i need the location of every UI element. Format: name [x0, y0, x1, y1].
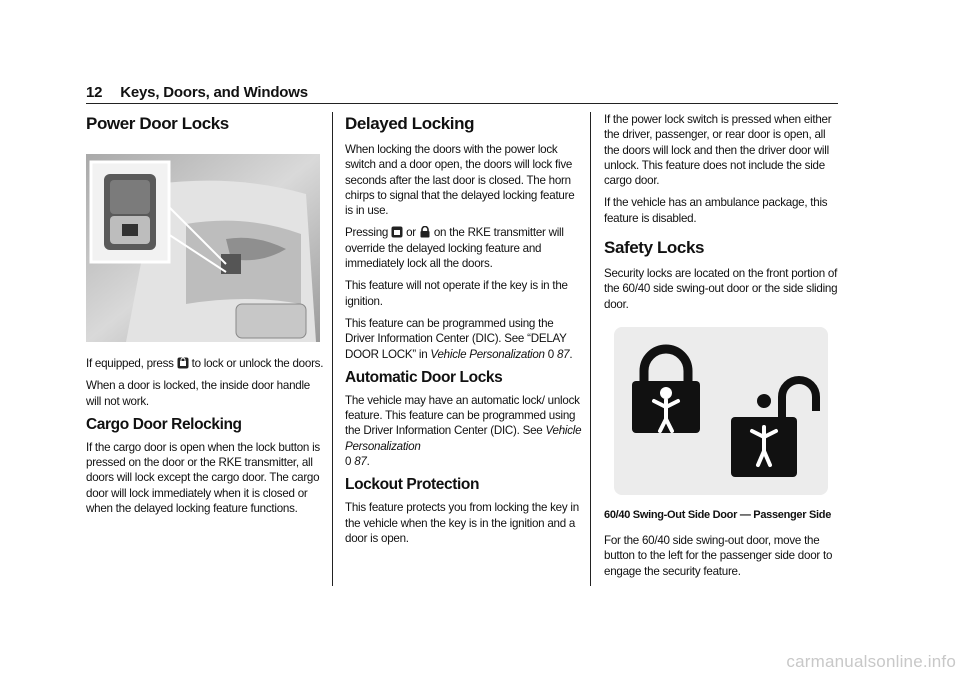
heading-safety-locks: Safety Locks — [604, 238, 705, 258]
para-swing-out-door: For the 60/40 side swing-out door, move the button to the left for the passenger side door to engage the security feature. — [604, 533, 833, 578]
page-ref-number-2: 87 — [354, 455, 367, 469]
para-delayed-2: Pressing or on the RKE transmitter will override the delayed locking feature and immediately lock all the doors. — [345, 226, 564, 271]
figure-caption: 60/40 Swing-Out Side Door — Passenger Side — [604, 508, 832, 521]
para-security-locks: Security locks are located on the front portion of the 60/40 side swing-out door or the side sliding door. — [604, 267, 838, 311]
page-ref-symbol-2: 0 — [345, 455, 352, 469]
para-power-switch: If the power lock switch is pressed when either the driver, passenger, or rear door is open, all the doors will lock and then the driver door will unlock. This feature does not include the side cargo door. — [604, 113, 832, 188]
page-ref-number: 87 — [556, 347, 570, 361]
page-ref-symbol: 0 — [547, 347, 554, 361]
door-lock-switch-icon — [177, 357, 189, 369]
heading-cargo-door-relocking: Cargo Door Relocking — [86, 415, 242, 433]
heading-lockout-protection: Lockout Protection — [345, 476, 480, 494]
section-title: Keys, Doors, and Windows — [120, 84, 308, 101]
para-automatic: The vehicle may have an automatic lock/ unlock feature. This feature can be programmed using the Driver Information Center (DIC). See Vehicle Personalization 0 87. — [345, 393, 582, 469]
door-lock-switch-photo — [86, 154, 320, 342]
column-right — [604, 112, 842, 586]
column-divider-2 — [590, 112, 591, 586]
lock-switch-icon — [391, 226, 403, 238]
rke-lock-icon — [419, 226, 431, 238]
page-number: 12 — [86, 84, 103, 101]
para-ambulance: If the vehicle has an ambulance package, this feature is disabled. — [604, 196, 828, 225]
page-header — [86, 84, 308, 101]
heading-automatic-door-locks: Automatic Door Locks — [345, 368, 503, 386]
heading-delayed-locking: Delayed Locking — [345, 114, 475, 133]
para-cargo-door: If the cargo door is open when the lock button is pressed on the door or the RKE transmitter, all doors will lock except the cargo door. The cargo door will lock immediately when it is closed or when the delayed locking feature functions. — [86, 440, 320, 516]
para-inside-handle: When a door is locked, the inside door handle will not work. — [86, 379, 310, 408]
reference-vehicle-personalization-2: Vehicle Personalization — [345, 424, 582, 453]
para-press-lock: If equipped, press to lock or unlock the doors. — [86, 357, 324, 370]
para-lockout: This feature protects you from locking the key in the vehicle when the key is in the ignition and a door is open. — [345, 501, 579, 545]
column-middle — [345, 112, 583, 553]
para-delayed-4: This feature can be programmed using the Driver Information Center (DIC). See “DELAY DOOR LOCK” in Vehicle Personalization 0 87. — [345, 316, 573, 361]
para-delayed-1: When locking the doors with the power lock switch and a door open, the doors will lock five seconds after the last door is closed. The horn chirps to signal that the delayed locking feature is in use. — [345, 143, 575, 218]
header-rule — [86, 103, 838, 104]
column-divider-1 — [332, 112, 333, 586]
heading-power-door-locks: Power Door Locks — [86, 114, 229, 133]
para-delayed-3: This feature will not operate if the key is in the ignition. — [345, 279, 568, 308]
watermark: carmanualsonline.info — [786, 652, 956, 671]
child-lock-symbols-illustration — [614, 327, 828, 495]
reference-vehicle-personalization: Vehicle Personalization — [430, 347, 545, 361]
column-left — [86, 112, 324, 523]
